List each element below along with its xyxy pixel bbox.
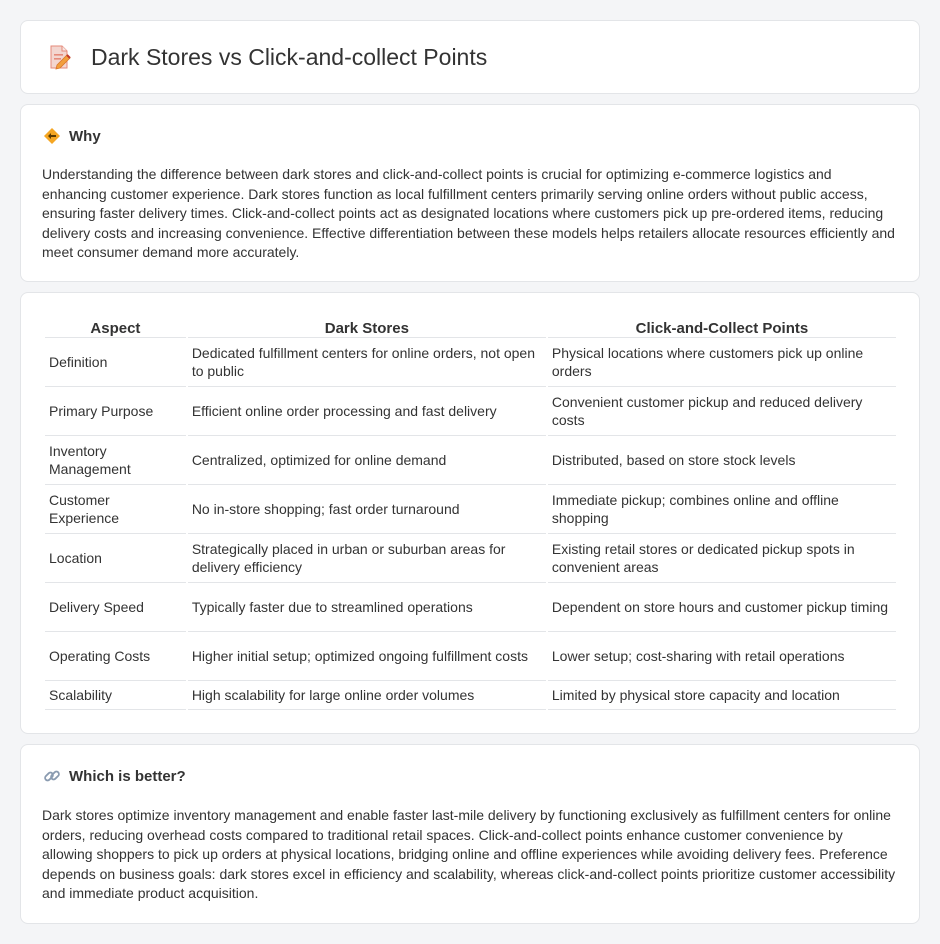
comparison-card bbox=[20, 292, 920, 734]
table-row bbox=[45, 632, 896, 681]
column-header-dark-stores: Dark Stores bbox=[188, 316, 546, 338]
link-icon bbox=[43, 767, 61, 785]
why-text: Understanding the difference between dark stores and click-and-collect points is crucial for optimizing e-commerce logistics and enhancing customer experience. Dark stores function as local fulfillment centers primarily serving online orders without public access, ensuring faster delivery times. Click-and-collect points act as designated locations where customers pick up pre-ordered items, reducing delivery costs and increasing convenience. Effective differentiation between these models helps retailers allocate resources efficiently and meet consumer demand more accurately. bbox=[42, 166, 895, 260]
which-is-better-heading: Which is better? bbox=[69, 767, 186, 785]
table-header-row bbox=[45, 316, 896, 338]
table-row bbox=[45, 485, 896, 534]
dark-stores-cell: Strategically placed in urban or suburban areas for delivery efficiency bbox=[188, 534, 546, 583]
dark-stores-cell: High scalability for large online order volumes bbox=[188, 681, 546, 710]
table-row bbox=[45, 681, 896, 710]
aspect-cell: Delivery Speed bbox=[45, 583, 186, 632]
page-title: Dark Stores vs Click-and-collect Points bbox=[91, 43, 488, 70]
click-and-collect-cell: Convenient customer pickup and reduced delivery costs bbox=[548, 387, 896, 436]
dark-stores-cell: Typically faster due to streamlined operations bbox=[188, 583, 546, 632]
table-row bbox=[45, 338, 896, 387]
why-heading: Why bbox=[69, 127, 101, 145]
which-is-better-header bbox=[43, 767, 186, 785]
click-and-collect-cell: Physical locations where customers pick up online orders bbox=[548, 338, 896, 387]
document-pencil-icon bbox=[45, 43, 73, 71]
table-row bbox=[45, 534, 896, 583]
table-row bbox=[45, 387, 896, 436]
title-card bbox=[20, 20, 920, 94]
aspect-cell: Location bbox=[45, 534, 186, 583]
which-is-better-card bbox=[20, 744, 920, 924]
comparison-table bbox=[43, 316, 898, 710]
column-header-aspect: Aspect bbox=[45, 316, 186, 338]
aspect-cell: Definition bbox=[45, 338, 186, 387]
click-and-collect-cell: Immediate pickup; combines online and offline shopping bbox=[548, 485, 896, 534]
dark-stores-cell: Higher initial setup; optimized ongoing fulfillment costs bbox=[188, 632, 546, 681]
dark-stores-cell: Dedicated fulfillment centers for online orders, not open to public bbox=[188, 338, 546, 387]
click-and-collect-cell: Limited by physical store capacity and location bbox=[548, 681, 896, 710]
aspect-cell: Operating Costs bbox=[45, 632, 186, 681]
aspect-cell: Customer Experience bbox=[45, 485, 186, 534]
which-is-better-text: Dark stores optimize inventory management and enable faster last-mile delivery by functioning exclusively as fulfillment centers for online orders, reducing overhead costs compared to traditional retail spaces. Click-and-collect points enhance customer convenience by allowing shoppers to pick up orders at physical locations, bridging online and offline experiences while avoiding delivery fees. Preference depends on business goals: dark stores excel in efficiency and scalability, whereas click-and-collect points prioritize customer accessibility and immediate product acquisition. bbox=[42, 807, 896, 901]
dark-stores-cell: No in-store shopping; fast order turnaround bbox=[188, 485, 546, 534]
title-row bbox=[45, 43, 487, 71]
aspect-cell: Primary Purpose bbox=[45, 387, 186, 436]
click-and-collect-cell: Lower setup; cost-sharing with retail operations bbox=[548, 632, 896, 681]
why-card bbox=[20, 104, 920, 282]
table-row bbox=[45, 583, 896, 632]
column-header-click-and-collect: Click-and-Collect Points bbox=[548, 316, 896, 338]
dark-stores-cell: Centralized, optimized for online demand bbox=[188, 436, 546, 485]
click-and-collect-cell: Distributed, based on store stock levels bbox=[548, 436, 896, 485]
click-and-collect-cell: Dependent on store hours and customer pickup timing bbox=[548, 583, 896, 632]
aspect-cell: Scalability bbox=[45, 681, 186, 710]
dark-stores-cell: Efficient online order processing and fast delivery bbox=[188, 387, 546, 436]
aspect-cell: Inventory Management bbox=[45, 436, 186, 485]
why-header bbox=[43, 127, 101, 145]
diamond-arrows-icon bbox=[43, 127, 61, 145]
click-and-collect-cell: Existing retail stores or dedicated pickup spots in convenient areas bbox=[548, 534, 896, 583]
table-row bbox=[45, 436, 896, 485]
